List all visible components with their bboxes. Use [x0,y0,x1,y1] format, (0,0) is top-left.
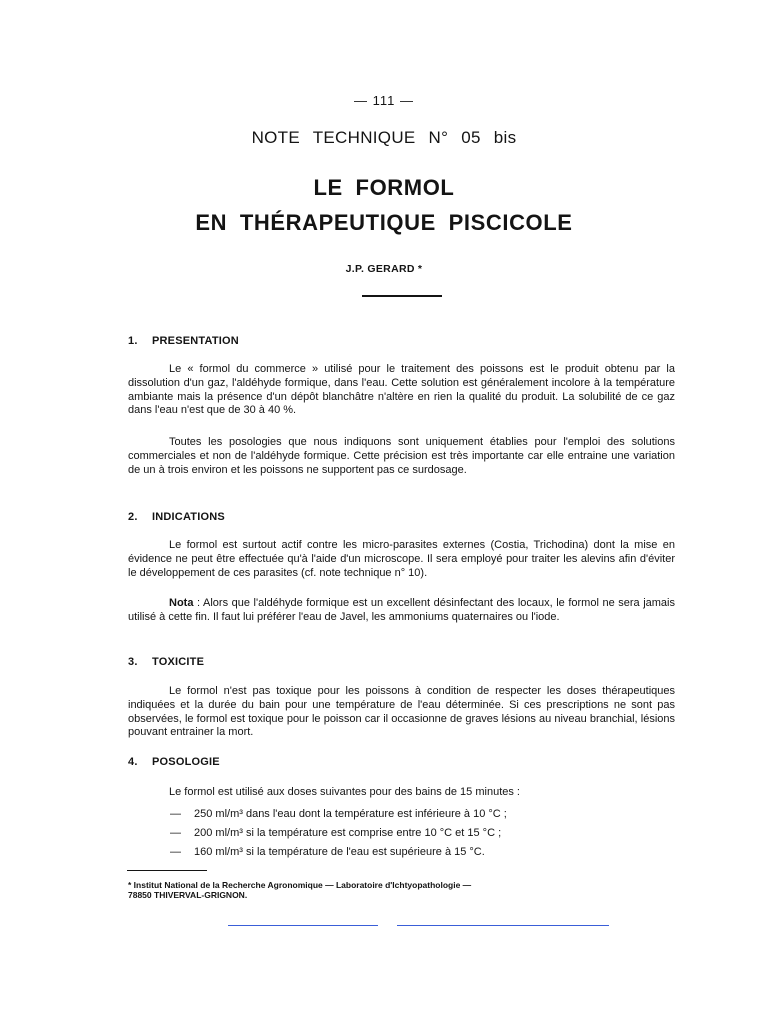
dose-item [170,827,501,839]
section-heading-posologie [128,756,220,768]
dose-item [170,808,507,820]
footnote-divider [127,870,207,871]
section-number: 3. [128,656,138,668]
title-line-1: LE FORMOL [313,175,455,200]
footnote-line-2: 78850 THIVERVAL-GRIGNON. [128,890,248,900]
note-reference: NOTE TECHNIQUE N° 05 bis [251,128,517,147]
nota-text: : Alors que l'aldéhyde formique est un excellent désinfectant des locaux, le formol ne sera jamais utilisé à cette fin. Il faut lui préférer l'eau de Javel, les ammoniums quaternaires ou l'iode. [128,597,675,623]
title-line-2: EN THÉRAPEUTIQUE PISCICOLE [195,210,573,235]
dose-dash: — [170,846,181,858]
dose-dash: — [170,827,181,839]
title-divider [362,295,442,297]
toxicite-paragraph: Le formol n'est pas toxique pour les poissons à condition de respecter les doses thérapeutiques indiquées et la durée du bain pour une température de l'eau déterminée. Si ces prescriptions ne sont pas observées, le formol est toxique pour le poisson car il occasionne de graves lésions au niveau branchial, lésions pouvant entrainer la mort. [128,685,675,739]
footnote [128,880,598,900]
page-number: — 111 — [354,93,414,108]
dose-text: 160 ml/m³ si la température de l'eau est supérieure à 15 °C. [194,846,485,858]
section-title: TOXICITE [152,656,205,668]
section-number: 1. [128,335,138,347]
dose-text: 200 ml/m³ si la température est comprise entre 10 °C et 15 °C ; [194,827,502,839]
section-heading-presentation [128,335,239,347]
footnote-line-1: * Institut National de la Recherche Agronomique — Laboratoire d'Ichtyopathologie — [128,880,472,890]
dose-dash: — [170,808,181,820]
author: J.P. GERARD * [345,263,423,275]
posologie-intro: Le formol est utilisé aux doses suivantes pour des bains de 15 minutes : [169,786,520,798]
section-title: INDICATIONS [152,511,225,523]
dose-item [170,846,485,858]
presentation-paragraph-1: Le « formol du commerce » utilisé pour le traitement des poissons est le produit obtenu par la dissolution d'un gaz, l'aldéhyde formique, dans l'eau. Cette solution est généralement incolore à la température ambiante mais la présence d'un dépôt blanchâtre n'altère en rien la qualité du produit. La solubilité de ce gaz dans l'eau n'est que de 30 à 40 %. [128,363,675,417]
presentation-paragraph-2: Toutes les posologies que nous indiquons sont uniquement établies pour l'emploi des solutions commerciales et non de l'aldéhyde formique. Cette précision est très importante car elle entraine une variation de un à trois environ et les poissons ne supportent pas ce surdosage. [128,436,675,476]
link-underline-left[interactable] [228,925,378,926]
section-heading-indications [128,511,225,523]
section-number: 2. [128,511,138,523]
section-number: 4. [128,756,138,768]
link-underline-right[interactable] [397,925,609,926]
dose-text: 250 ml/m³ dans l'eau dont la température est inférieure à 10 °C ; [194,808,507,820]
section-title: POSOLOGIE [152,756,220,768]
section-heading-toxicite [128,656,204,668]
nota-paragraph [128,597,675,625]
indications-paragraph: Le formol est surtout actif contre les micro-parasites externes (Costia, Trichodina) dont la mise en évidence ne peut être effectuée qu'à l'aide d'un microscope. Il sera employé pour traiter les alevins afin d'éviter le développement de ces parasites (cf. note technique n° 10). [128,539,675,579]
section-title: PRESENTATION [152,335,239,347]
nota-label: Nota [169,597,194,609]
